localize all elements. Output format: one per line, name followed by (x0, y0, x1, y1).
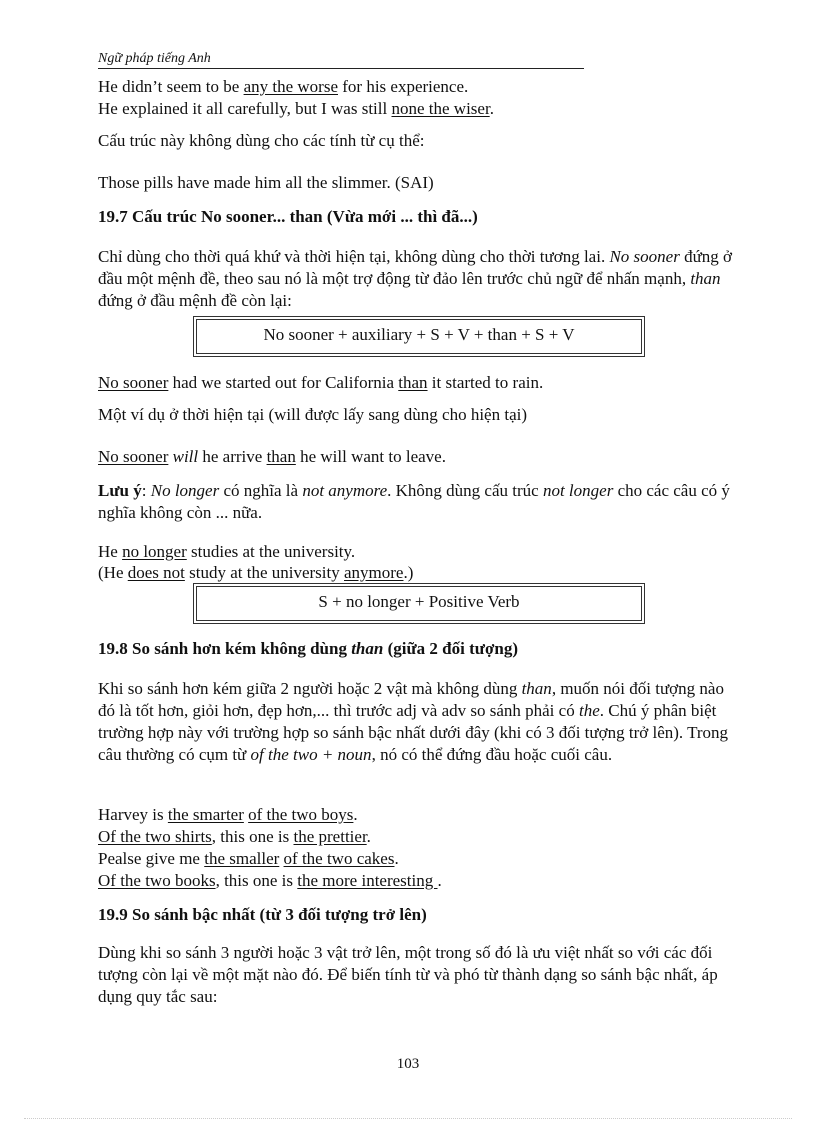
page-number: 103 (396, 1056, 420, 1072)
text: (giữa 2 đối tượng) (383, 639, 518, 658)
text: cho các câu có ý nghĩa không còn ... nữa. (98, 481, 730, 522)
underlined-phrase: does not (127, 563, 185, 582)
underlined-phrase: the smaller (204, 849, 280, 868)
paragraph-19-8 (98, 678, 738, 766)
italic-term: of the two + noun (250, 745, 372, 764)
example-prettier (98, 826, 738, 848)
italic-term: than (521, 679, 552, 698)
underlined-phrase: the smarter (167, 805, 244, 824)
text: , nó có thể đứng đầu hoặc cuối câu. (371, 745, 613, 764)
italic-term: No longer (150, 481, 220, 500)
text: He explained it all carefully, but I was still (98, 99, 392, 118)
underlined-phrase: than (398, 373, 428, 392)
text: . (437, 871, 442, 890)
formula-box-no-longer: S + no longer + Positive Verb (196, 586, 642, 621)
example-no-sooner-past (98, 372, 738, 394)
underlined-phrase: than (266, 447, 296, 466)
italic-term: No sooner (609, 247, 680, 266)
paragraph-19-7 (98, 246, 738, 312)
section-heading-19-9: 19.9 So sánh bậc nhất (từ 3 đối tượng trở lên) (98, 905, 427, 924)
text: study at the university (184, 563, 344, 582)
underlined-phrase: Of the two shirts (98, 827, 212, 846)
underlined-phrase: No sooner (98, 373, 169, 392)
text: Harvey is (98, 805, 168, 824)
text: for his experience. (338, 77, 469, 96)
underlined-phrase: the more interesting (297, 871, 438, 890)
text: (He (98, 563, 128, 582)
italic-term: not longer (542, 481, 614, 500)
text: 19.8 So sánh hơn kém không dùng (98, 639, 352, 658)
underlined-phrase: any the worse (243, 77, 338, 96)
example-wrong-usage: Those pills have made him all the slimmer. (SAI) (98, 173, 434, 192)
text: he will want to leave. (295, 447, 446, 466)
text: . Chú ý phân biệt trường hợp này với trường hợp so sánh bậc nhất dưới đây (khi có 3 đối tượng trở lên). Trong câu thường có cụm từ (98, 701, 729, 764)
text: , this one is (215, 871, 298, 890)
paragraph-note-concrete-adjectives: Cấu trúc này không dùng cho các tính từ cụ thể: (98, 131, 425, 150)
text: he arrive (198, 447, 267, 466)
underlined-phrase: No sooner (98, 447, 169, 466)
page-bottom-dotted-rule (24, 1118, 792, 1119)
text: it started to rain. (427, 373, 544, 392)
example-smarter (98, 804, 738, 826)
text: , muốn nói đối tượng nào đó là tốt hơn, giỏi hơn, đẹp hơn,... thì trước adj và adv so sánh phải có (98, 679, 724, 720)
italic-term: than (690, 269, 721, 288)
example-no-longer (98, 541, 738, 563)
paragraph-present-example: Một ví dụ ở thời hiện tại (will được lấy sang dùng cho hiện tại) (98, 405, 528, 424)
example-more-interesting (98, 870, 738, 892)
note-label: Lưu ý (98, 481, 142, 500)
text: . (394, 849, 399, 868)
text: He didn’t seem to be (98, 77, 244, 96)
text: .) (403, 563, 414, 582)
text: Chỉ dùng cho thời quá khứ và thời hiện tại, không dùng cho thời tương lai. (98, 247, 610, 266)
text: He (98, 542, 123, 561)
underlined-phrase: of the two cakes (283, 849, 395, 868)
example-smaller (98, 848, 738, 870)
text: Pealse give me (98, 849, 205, 868)
paragraph-19-9: Dùng khi so sánh 3 người hoặc 3 vật trở lên, một trong số đó là ưu việt nhất so với các đối tượng còn lại về một mặt nào đó. Để biến tính từ và phó từ thành dạng so sánh bậc nhất, áp dụng quy tắc sau: (98, 943, 718, 1006)
text: . Không dùng cấu trúc (387, 481, 543, 500)
text: , this one is (211, 827, 294, 846)
formula-box-no-sooner: No sooner + auxiliary + S + V + than + S + V (196, 319, 642, 354)
underlined-phrase: no longer (122, 542, 187, 561)
example-does-not-anymore (98, 562, 738, 584)
text: . (489, 99, 494, 118)
text: có nghĩa là (219, 481, 303, 500)
italic-term: the (578, 701, 600, 720)
example-any-the-worse (98, 76, 738, 98)
underlined-phrase: of the two boys (248, 805, 354, 824)
text: . (366, 827, 371, 846)
text: . (353, 805, 358, 824)
note-no-longer (98, 480, 738, 524)
text: : (141, 481, 151, 500)
section-heading-19-8 (98, 638, 738, 660)
text: Khi so sánh hơn kém giữa 2 người hoặc 2 vật mà không dùng (98, 679, 522, 698)
example-none-the-wiser (98, 98, 738, 120)
italic-term: will (172, 447, 199, 466)
underlined-phrase: anymore (344, 563, 404, 582)
italic-term: not anymore (302, 481, 388, 500)
text: đứng ở đầu mệnh đề còn lại: (98, 291, 292, 310)
text: had we started out for California (168, 373, 399, 392)
underlined-phrase: none the wiser (391, 99, 490, 118)
example-no-sooner-present (98, 446, 738, 468)
italic-term: than (351, 639, 384, 658)
text: studies at the university. (186, 542, 356, 561)
underlined-phrase: the prettier (293, 827, 367, 846)
running-header: Ngữ pháp tiếng Anh (98, 50, 584, 69)
text: đứng ở đầu một mệnh đề, theo sau nó là một trợ động từ đảo lên trước chủ ngữ để nhấn mạnh, (98, 247, 733, 288)
underlined-phrase: Of the two books (98, 871, 216, 890)
section-heading-19-7: 19.7 Cấu trúc No sooner... than (Vừa mới ... thì đã...) (98, 207, 478, 226)
